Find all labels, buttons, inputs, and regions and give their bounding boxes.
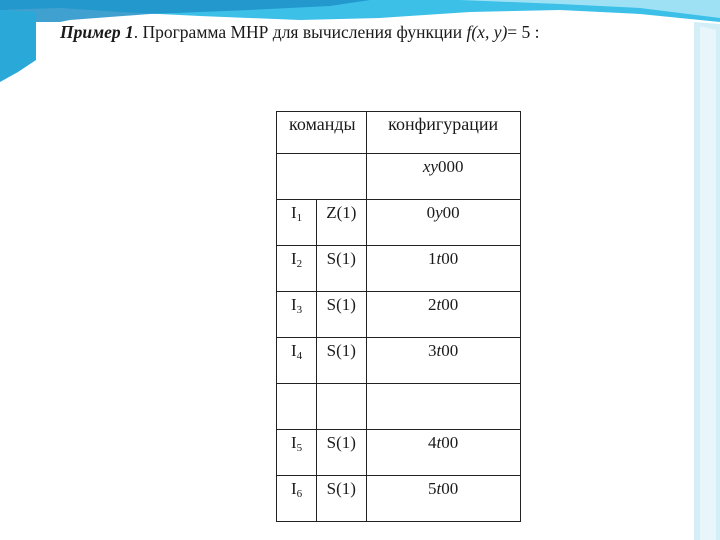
instruction-label: $I_2$: [277, 246, 317, 292]
title-text: . Программа МНР для вычисления функции: [133, 22, 467, 42]
instruction-cell: S(1): [316, 246, 366, 292]
right-edge-inner: [700, 26, 716, 540]
table-row: [277, 338, 521, 384]
page-title: [60, 22, 540, 43]
empty-cell: [316, 384, 366, 430]
instruction-label: $I_1$: [277, 200, 317, 246]
function-value: = 5 :: [507, 22, 540, 42]
instruction-cell: Z(1): [316, 200, 366, 246]
instruction-cell: S(1): [316, 292, 366, 338]
function-args: (x, y): [471, 22, 508, 42]
table-row: [277, 292, 521, 338]
program-table: [276, 111, 521, 522]
table-row: [277, 430, 521, 476]
instruction-cell: S(1): [316, 338, 366, 384]
instruction-label: $I_5$: [277, 430, 317, 476]
table-row-empty: [277, 384, 521, 430]
function-name: f: [466, 22, 472, 42]
configuration-cell: 4t00: [366, 430, 520, 476]
header-configurations: конфигурации: [366, 112, 520, 154]
empty-cell: [277, 384, 317, 430]
config-rest: 000: [437, 157, 464, 176]
instruction-label: $I_6$: [277, 476, 317, 522]
config-italic: xy: [422, 157, 438, 176]
configuration-cell: 0y00: [366, 200, 520, 246]
empty-cell: [277, 154, 367, 200]
configuration-cell: 5t00: [366, 476, 520, 522]
instruction-label: $I_4$: [277, 338, 317, 384]
initial-configuration: [366, 154, 520, 200]
instruction-label: $I_3$: [277, 292, 317, 338]
function-expression: [466, 22, 539, 42]
example-label: Пример 1: [60, 22, 134, 42]
table-row: [277, 476, 521, 522]
table-row: [277, 246, 521, 292]
instruction-cell: S(1): [316, 476, 366, 522]
configuration-cell: 2t00: [366, 292, 520, 338]
configuration-cell: 3t00: [366, 338, 520, 384]
table-header-row: [277, 112, 521, 154]
empty-cell: [366, 384, 520, 430]
table-row: [277, 200, 521, 246]
table-row-initial: [277, 154, 521, 200]
header-commands: команды: [277, 112, 367, 154]
instruction-cell: S(1): [316, 430, 366, 476]
configuration-cell: 1t00: [366, 246, 520, 292]
